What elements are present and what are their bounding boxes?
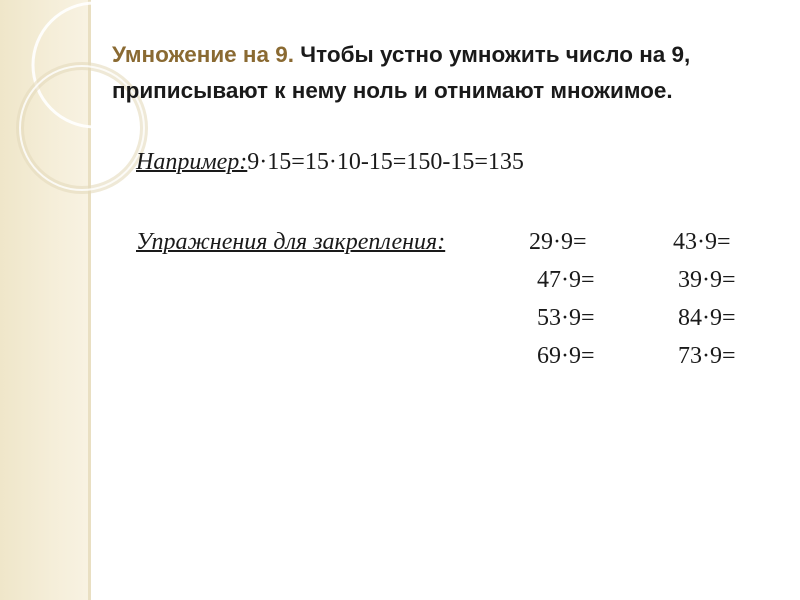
exercises-label: Упражнения для закрепления: (136, 229, 446, 255)
exercise-item: 29·9= (529, 229, 587, 255)
exercise-item: 43·9= (673, 229, 731, 255)
exercise-item: 69·9= (537, 343, 595, 369)
exercise-item: 39·9= (678, 267, 736, 293)
exercise-item: 84·9= (678, 305, 736, 331)
example-label: Например: (136, 149, 248, 175)
exercise-item: 53·9= (537, 305, 595, 331)
side-band (0, 0, 88, 600)
intro-paragraph (112, 37, 782, 109)
exercise-item: 73·9= (678, 343, 736, 369)
exercise-item: 47·9= (537, 267, 595, 293)
intro-highlight: Умножение на 9. (112, 42, 295, 67)
slide-content (112, 37, 782, 369)
example-expression: 9·15=15·10-15=150-15=135 (247, 149, 524, 175)
example-line (136, 147, 524, 177)
intro-text: Чтобы устно умножить число на 9, приписывают к нему ноль и отнимают множимое. (112, 42, 691, 103)
side-divider (88, 0, 91, 600)
